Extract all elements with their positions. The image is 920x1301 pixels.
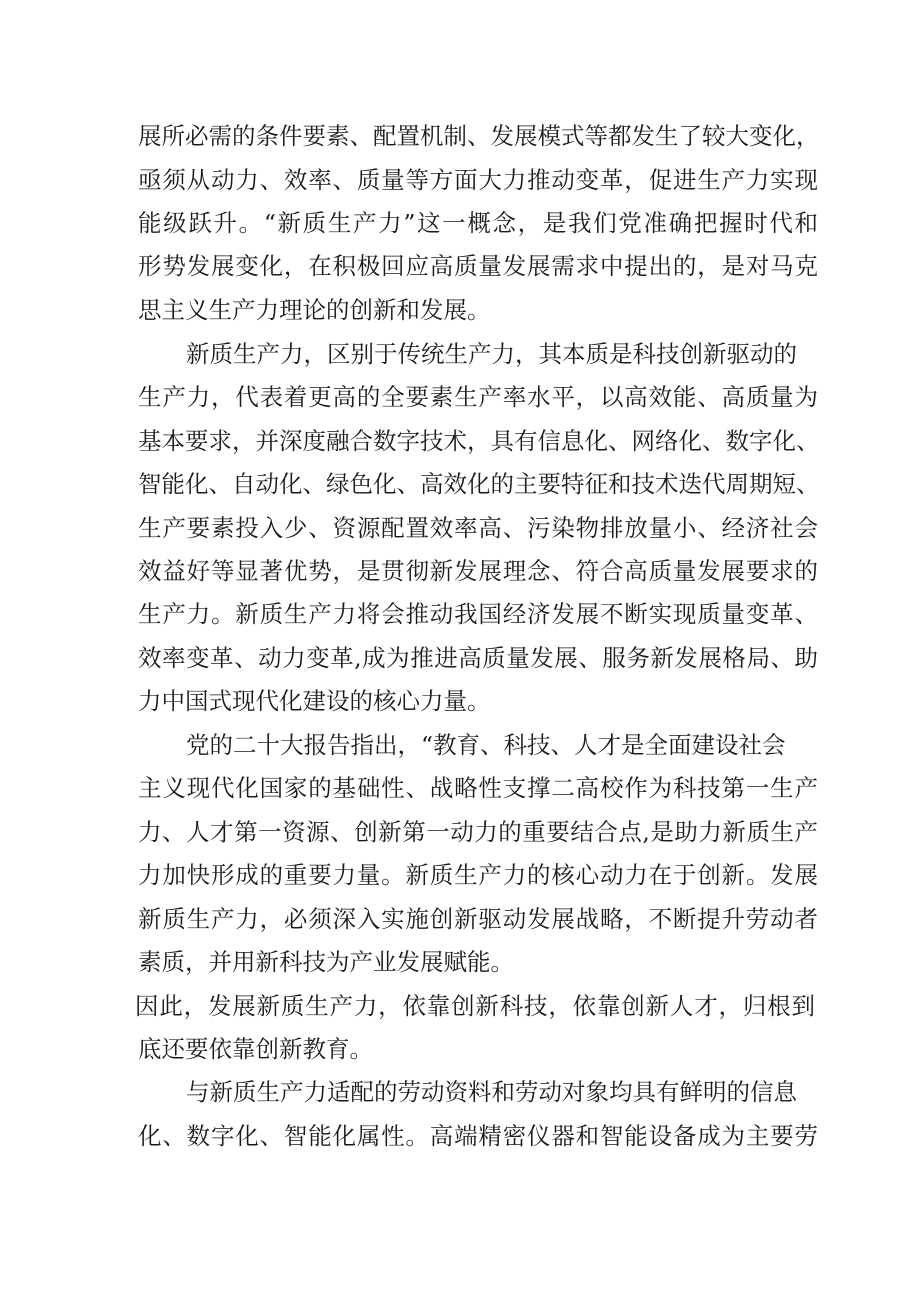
paragraph-first-line: 党的二十大报告指出，“教育、科技、人才是全面建设社会 — [186, 731, 786, 759]
text-line: 思主义生产力理论的创新和发展。 — [138, 296, 491, 324]
text-line: 底还要依靠创新教育。 — [138, 1035, 373, 1063]
paragraph-first-line: 与新质生产力适配的劳动资料和劳动对象均具有鲜明的信息 — [186, 1078, 797, 1106]
text-line: 化、数字化、智能化属性。高端精密仪器和智能设备成为主要劳 — [138, 1122, 818, 1150]
text-line: 形势发展变化，在积极回应高质量发展需求中提出的，是对马克 — [138, 252, 818, 280]
text-line: 基本要求，并深度融合数字技术，具有信息化、网络化、数字化、 — [138, 427, 820, 455]
text-line: 力中国式现代化建设的核心力量。 — [138, 687, 491, 715]
text-line: 效率变革、动力变革,成为推进高质量发展、服务新发展格局、助 — [138, 644, 818, 672]
text-line: 新质生产力，必须深入实施创新驱动发展战略，不断提升劳动者 — [138, 905, 818, 933]
text-line: 展所必需的条件要素、配置机制、发展模式等都发生了较大变化， — [138, 122, 820, 150]
text-line: 能级跃升。“新质生产力”这一概念，是我们党准确把握时代和 — [138, 209, 818, 237]
paragraph-first-line: 新质生产力，区别于传统生产力，其本质是科技创新驱动的 — [186, 340, 797, 368]
paragraph-first-line: 因此，发展新质生产力，依靠创新科技，依靠创新人才，归根到 — [135, 992, 815, 1020]
text-line: 智能化、自动化、绿色化、高效化的主要特征和技术迭代周期短、 — [138, 470, 820, 498]
text-line: 生产力。新质生产力将会推动我国经济发展不断实现质量变革、 — [138, 600, 818, 628]
text-line: 亟须从动力、效率、质量等方面大力推动变革，促进生产力实现 — [138, 166, 818, 194]
text-line: 效益好等显著优势，是贯彻新发展理念、符合高质量发展要求的 — [138, 557, 818, 585]
text-line: 力加快形成的重要力量。新质生产力的核心动力在于创新。发展 — [138, 861, 818, 889]
text-line: 素质，并用新科技为产业发展赋能。 — [138, 948, 514, 976]
text-line: 生产要素投入少、资源配置效率高、污染物排放量小、经济社会 — [138, 514, 818, 542]
text-line: 力、人才第一资源、创新第一动力的重要结合点,是助力新质生产 — [138, 818, 818, 846]
text-line: 主义现代化国家的基础性、战略性支撑二高校作为科技第一生产 — [138, 774, 818, 802]
text-line: 生产力，代表着更高的全要素生产率水平，以高效能、高质量为 — [138, 383, 818, 411]
